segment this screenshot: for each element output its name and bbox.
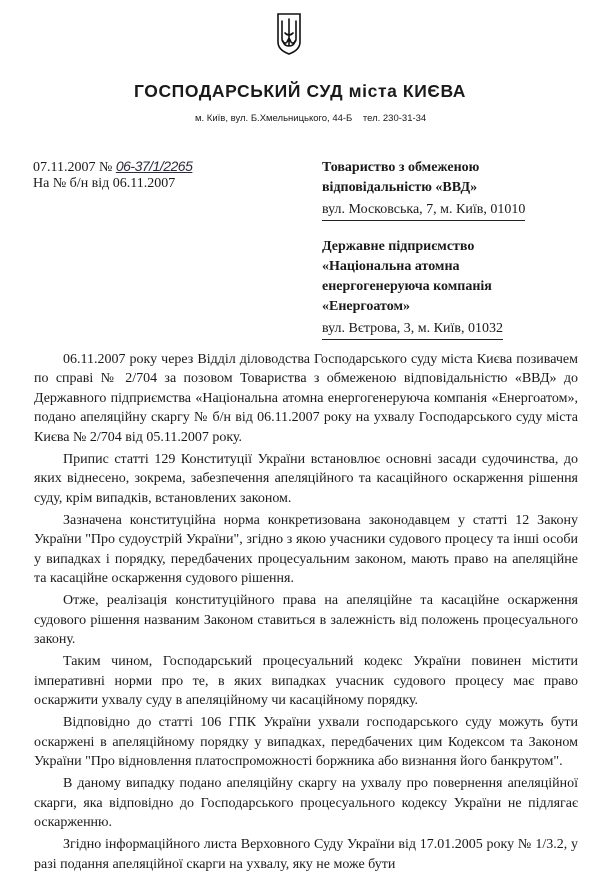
recipient-block-2 [322, 237, 503, 340]
recipient-2-name-line-4: «Енергоатом» [322, 299, 411, 314]
body-paragraph-5: Таким чином, Господарський процесуальний кодекс України повинен містити імперативні норми про те, в яких випадках учасник судового процесу має право оскаржити ухвалу суду в апеляційному чи касаційному порядку. [34, 654, 578, 709]
handwritten-outgoing-number: 06-37/1/2265 [115, 158, 193, 174]
body-paragraph-7: В даному випадку подано апеляційну скаргу на ухвалу про повернення апеляційної скарги, яка відповідно до Господарського процесуального кодексу України не підлягає оскарженню. [34, 776, 578, 831]
body-paragraph-8: Згідно інформаційного листа Верховного Суду України від 17.01.2005 року № 1/3.2, у разі подання апеляційної скарги на ухвалу, яку не може бути [34, 837, 578, 872]
court-phone: тел. 230-31-34 [362, 113, 427, 124]
recipient-2-name-line-3: енергогенеруюча компанія [322, 279, 492, 294]
incoming-reference: На № б/н від 06.11.2007 [33, 176, 176, 191]
body-paragraph-1: 06.11.2007 року через Відділ діловодства Господарського суду міста Києва позивачем по справі № 2/704 за позовом Товариства з обмеженою відповідальністю «ВВД» до Державного підприємства «Національна атомна енергогенеруюча компанія «Енергоатом», подано апеляційну скаргу № б/н від 06.11.2007 року на ухвалу Господарського суду міста Києва № 2/704 від 05.11.2007 року. [34, 352, 578, 445]
body-paragraph-4: Отже, реалізація конституційного права на апеляційне та касаційне оскарження судового рішення названим Законом ставиться в залежність від положень процесуального закону. [34, 593, 578, 648]
recipient-1-address: вул. Московська, 7, м. Київ, 01010 [322, 200, 525, 221]
recipient-1-name-line-1: Товариство з обмеженою [322, 160, 480, 175]
court-address: м. Київ, вул. Б.Хмельницького, 44-Б [195, 113, 353, 124]
recipient-1-name-line-2: відповідальністю «ВВД» [322, 180, 478, 195]
recipient-block-1 [322, 158, 525, 221]
court-contact-line [195, 113, 426, 124]
body-paragraph-3: Зазначена конституційна норма конкретизована законодавцем у статті 12 Закону України "Про судоустрій України", згідно з якою учасники судового процесу та інші особи у випадках і порядку, передбачених процесуальним законом, мають право на апеляційне та касаційне оскарження судового рішення. [34, 512, 578, 587]
recipient-2-name-line-2: «Національна атомна [322, 259, 460, 274]
outgoing-reference [33, 158, 192, 176]
recipient-2-address: вул. Вєтрова, 3, м. Київ, 01032 [322, 319, 503, 340]
coat-of-arms-emblem [276, 12, 302, 56]
body-paragraph-2: Припис статті 129 Конституції України встановлює основні засади судочинства, до яких віднесено, зокрема, забезпечення апеляційного та касаційного оскарження рішення суду, крім випадків, встановлених законом. [34, 451, 578, 506]
outgoing-date-prefix: 07.11.2007 № [33, 160, 113, 175]
body-paragraph-6: Відповідно до статті 106 ГПК України ухвали господарського суду можуть бути оскаржені в апеляційному порядку у випадках, передбачених цим Кодексом та Законом України "Про відновлення платоспроможності боржника або визнання його банкрутом". [34, 715, 578, 770]
recipient-2-name-line-1: Державне підприємство [322, 239, 475, 254]
court-name-heading: ГОСПОДАРСЬКИЙ СУД міста КИЄВА [133, 81, 467, 101]
letter-body [34, 350, 578, 874]
